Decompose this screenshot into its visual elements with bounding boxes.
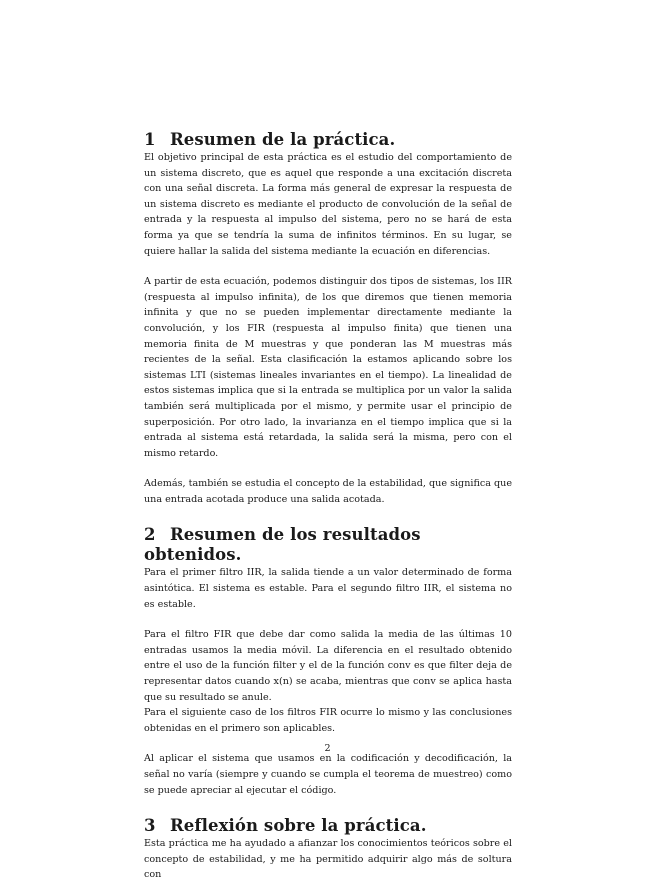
section-title: Resumen de los resultados obtenidos.	[144, 525, 421, 565]
paragraph: Además, también se estudia el concepto de la estabilidad, que significa que una entrada acotada produce una salida acotada.	[144, 478, 512, 505]
section-heading-2	[144, 525, 512, 565]
paragraph: El objetivo principal de esta práctica es el estudio del comportamiento de un sistema discreto, que es aquel que responde a una excitación discreta con una señal discreta. La forma más general de expresar la respuesta de un sistema discreto es mediante el producto de convolución de la señal de entrada y la respuesta al impulso del sistema, pero no se hará de esta forma ya que se tendría la suma de infinitos términos. En su lugar, se quiere hallar la salida del sistema mediante la ecuación en diferencias.	[144, 152, 512, 257]
paragraph: Para el primer filtro IIR, la salida tiende a un valor determinado de forma asintótica. El sistema es estable. Para el segundo filtro IIR, el sistema no es estable.	[144, 567, 512, 610]
paragraph: Al aplicar el sistema que usamos en la codificación y decodificación, la señal no varía (siempre y cuando se cumpla el teorema de muestreo) como se puede apreciar al ejecutar el código.	[144, 753, 512, 796]
paragraph: Para el siguiente caso de los filtros FIR ocurre lo mismo y las conclusiones obtenidas en el primero son aplicables.	[144, 707, 512, 734]
section-heading-3	[144, 816, 512, 836]
page-number: 2	[324, 743, 331, 754]
section-number: 3	[144, 816, 156, 836]
paragraph: Para el filtro FIR que debe dar como salida la media de las últimas 10 entradas usamos la media móvil. La diferencia en el resultado obtenido entre el uso de la función filter y el de la función conv es que filter deja de representar datos cuando x(n) se acaba, mientras que conv se aplica hasta que su resultado se anule.	[144, 629, 512, 703]
paragraph: Esta práctica me ha ayudado a afianzar los conocimientos teóricos sobre el concepto de estabilidad, y me ha permitido adquirir algo más de soltura con	[144, 838, 512, 881]
section-title: Resumen de la práctica.	[170, 130, 396, 149]
paragraph: A partir de esta ecuación, podemos distinguir dos tipos de sistemas, los IIR (respuesta al impulso infinita), de los que diremos que tienen memoria infinita y que no se pueden implementar directamente mediante la convolución, y los FIR (respuesta al impulso finita) que tienen una memoria finita de M muestras y que ponderan las M muestras más recientes de la señal. Esta clasificación la estamos aplicando sobre los sistemas LTI (sistemas lineales invariantes en el tiempo). La linealidad de estos sistemas implica que si la entrada se multiplica por un valor la salida también será multiplicada por el mismo, y permite usar el principio de superposición. Por otro lado, la invarianza en el tiempo implica que si la entrada al sistema está retardada, la salida será la misma, pero con el mismo retardo.	[144, 276, 512, 459]
document-body	[144, 130, 512, 883]
section-heading-1	[144, 130, 512, 150]
section-title: Reflexión sobre la práctica.	[170, 816, 427, 836]
section-number: 2	[144, 525, 156, 545]
section-number: 1	[144, 130, 156, 149]
